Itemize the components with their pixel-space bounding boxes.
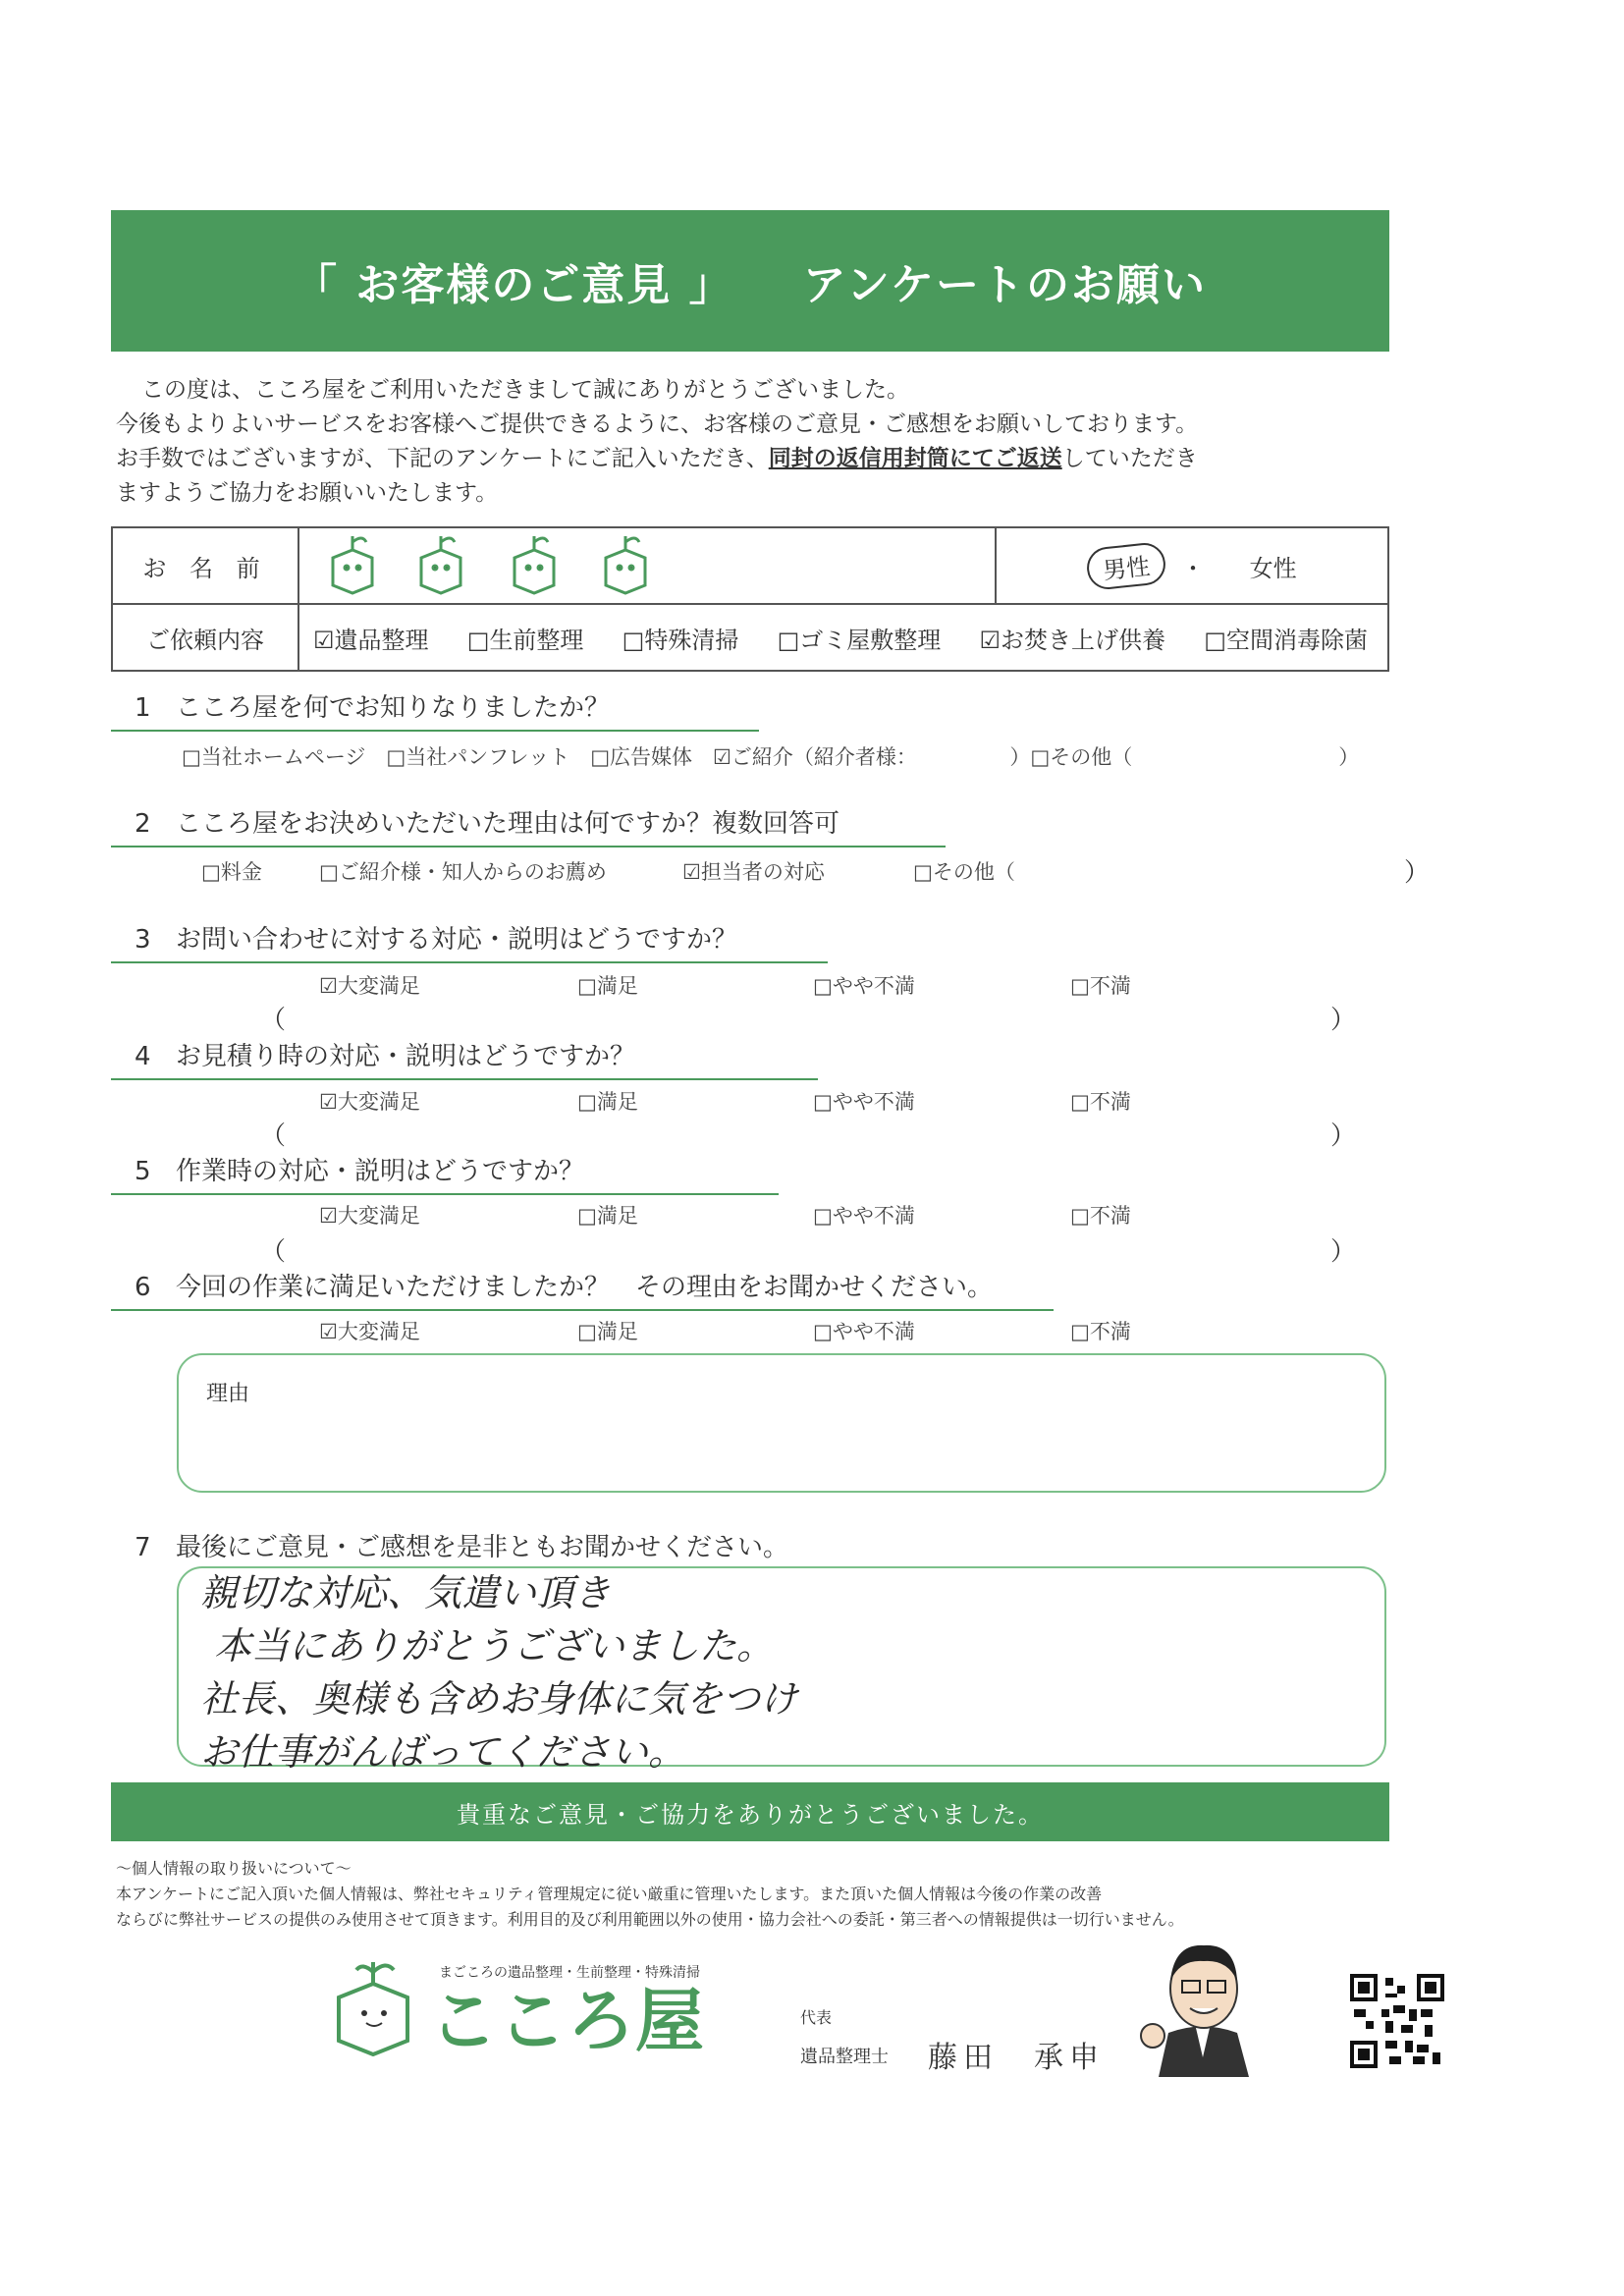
survey-title-right: アンケートのお願い — [802, 260, 1207, 310]
question-3-text: お問い合わせに対する対応・説明はどうですか？ — [176, 925, 738, 955]
intro-line-3: お手数ではございますが、下記のアンケートにご記入いただき、同封の返信用封筒にてご返送していただき — [116, 446, 1198, 471]
q4-option-unsatisfied[interactable]: □不満 — [1070, 1090, 1131, 1114]
q3-option-satisfied[interactable]: □満足 — [577, 974, 638, 998]
gender-male-option[interactable]: 男性 — [1085, 540, 1167, 590]
question-7-text: 最後にご意見・ご感想を是非ともお聞かせください。 — [176, 1533, 789, 1562]
q6-option-very-satisfied[interactable]: ☑大変満足 — [319, 1320, 420, 1343]
representative-portrait-icon — [1139, 1930, 1267, 2077]
mascot-stamps-icon — [313, 528, 686, 597]
thank-you-band: 貴重なご意見・ご協力をありがとうございました。 — [111, 1782, 1389, 1841]
return-envelope-note: 同封の返信用封筒にてご返送 — [768, 446, 1062, 471]
question-7: 7 最後にご意見・ご感想を是非ともお聞かせください。 — [135, 1533, 789, 1562]
company-tagline: まごころの遺品整理・生前整理・特殊清掃 — [439, 1965, 700, 1981]
privacy-notice — [116, 1856, 1392, 1933]
q3-option-very-satisfied[interactable]: ☑大変満足 — [319, 974, 420, 998]
question-2: 2 こころ屋をお決めいただいた理由は何ですか？複数回答可 — [111, 803, 946, 847]
request-option-shodoku[interactable]: □空間消毒除菌 — [1204, 626, 1368, 654]
question-3: 3 お問い合わせに対する対応・説明はどうですか？ — [111, 919, 828, 963]
q6-option-unsatisfied[interactable]: □不満 — [1070, 1320, 1131, 1343]
q6-reason-label: 理由 — [206, 1382, 250, 1406]
privacy-line-1: 本アンケートにご記入頂いた個人情報は、弊社セキュリティ管理規定に従い厳重に管理いたします。また頂いた個人情報は今後の作業の改善 — [116, 1885, 1103, 1903]
privacy-title: ～個人情報の取り扱いについて～ — [116, 1859, 352, 1878]
q6-reason-box[interactable] — [177, 1353, 1386, 1493]
rep-label: 代表 — [800, 2008, 833, 2027]
q4-option-slightly-unsatisfied[interactable]: □やや不満 — [813, 1090, 915, 1114]
question-1-text: こころ屋を何でお知りなりましたか？ — [176, 693, 611, 723]
q3-option-unsatisfied[interactable]: □不満 — [1070, 974, 1131, 998]
company-name: こころ屋 — [429, 1981, 704, 2061]
q3-option-slightly-unsatisfied[interactable]: □やや不満 — [813, 974, 915, 998]
q5-option-satisfied[interactable]: □満足 — [577, 1204, 638, 1228]
intro-text — [116, 373, 1392, 511]
q2-close-paren: ） — [1404, 858, 1431, 888]
question-2-text: こころ屋をお決めいただいた理由は何ですか？複数回答可 — [176, 809, 840, 839]
privacy-line-2: ならびに弊社サービスの提供のみ使用させて頂きます。利用目的及び利用範囲以外の使用・協力会社への委託・第三者への情報提供は一切行いません。 — [116, 1910, 1184, 1929]
question-6: 6 今回の作業に満足いただけましたか？ その理由をお聞かせください。 — [111, 1267, 1054, 1311]
question-4-text: お見積り時の対応・説明はどうですか？ — [176, 1042, 636, 1071]
question-1-options[interactable]: □当社ホームページ □当社パンフレット □広告媒体 ☑ご紹介（紹介者様： ）□その他（ ） — [182, 745, 1360, 769]
request-options — [298, 604, 1388, 671]
gender-female-option[interactable]: 女性 — [1249, 554, 1297, 582]
name-field[interactable] — [298, 527, 996, 604]
gender-field[interactable]: 男性 ・ 女性 — [996, 527, 1388, 604]
request-option-tokushu[interactable]: □特殊清掃 — [622, 626, 739, 654]
survey-title-band — [111, 210, 1389, 352]
q4-option-satisfied[interactable]: □満足 — [577, 1090, 638, 1114]
q4-close-paren: ） — [1330, 1121, 1357, 1151]
q2-option-price[interactable]: □料金 — [201, 860, 262, 884]
q5-open-paren: （ — [260, 1237, 287, 1267]
intro-line-2: 今後もよりよいサービスをお客様へご提供できるように、お客様のご意見・ご感想をお願いしております。 — [116, 411, 1199, 437]
q3-close-paren: ） — [1330, 1006, 1357, 1035]
intro-line-4: ますようご協力をお願いいたします。 — [116, 480, 499, 506]
request-option-seizen[interactable]: □生前整理 — [466, 626, 584, 654]
question-5: 5 作業時の対応・説明はどうですか？ — [111, 1151, 779, 1195]
name-label: お 名 前 — [112, 527, 298, 604]
q2-option-referral[interactable]: □ご紹介様・知人からのお薦め — [319, 860, 607, 884]
rep-title: 遺品整理士 — [800, 2047, 889, 2067]
mascot-logo-icon — [329, 1958, 417, 2056]
q5-close-paren: ） — [1330, 1237, 1357, 1267]
customer-info-table — [111, 526, 1389, 672]
question-5-text: 作業時の対応・説明はどうですか？ — [176, 1157, 585, 1186]
request-option-ihin[interactable]: ☑遺品整理 — [313, 626, 429, 654]
request-option-otakiage[interactable]: ☑お焚き上げ供養 — [979, 626, 1166, 654]
request-label: ご依頼内容 — [112, 604, 298, 671]
rep-name: 藤田 承申 — [928, 2041, 1105, 2075]
q6-option-slightly-unsatisfied[interactable]: □やや不満 — [813, 1320, 915, 1343]
q5-option-unsatisfied[interactable]: □不満 — [1070, 1204, 1131, 1228]
qr-code-icon — [1350, 1974, 1444, 2068]
q5-option-very-satisfied[interactable]: ☑大変満足 — [319, 1204, 420, 1228]
company-logo — [329, 1954, 741, 2062]
q5-option-slightly-unsatisfied[interactable]: □やや不満 — [813, 1204, 915, 1228]
q7-comment-box[interactable] — [177, 1566, 1386, 1774]
q6-option-satisfied[interactable]: □満足 — [577, 1320, 638, 1343]
question-6-text: 今回の作業に満足いただけましたか？ その理由をお聞かせください。 — [176, 1273, 994, 1302]
q4-open-paren: （ — [260, 1121, 287, 1151]
q3-open-paren: （ — [260, 1006, 287, 1035]
question-1: 1 こころ屋を何でお知りなりましたか？ — [111, 687, 759, 732]
q4-option-very-satisfied[interactable]: ☑大変満足 — [319, 1090, 420, 1114]
q7-handwritten-comment: 親切な対応、気遣い頂き 本当にありがとうございました。 社長、奥様も含めお身体に気をつけ お仕事がんばってください。 — [200, 1571, 798, 1774]
q2-option-staff[interactable]: ☑担当者の対応 — [682, 860, 825, 884]
intro-line-1: この度は、こころ屋をご利用いただきまして誠にありがとうございました。 — [141, 377, 909, 403]
question-4: 4 お見積り時の対応・説明はどうですか？ — [111, 1036, 818, 1080]
q2-option-other[interactable]: □その他（ — [913, 860, 1015, 884]
survey-title-left: 「 お客様のご意見 」 — [294, 260, 734, 310]
request-option-gomi[interactable]: □ゴミ屋敷整理 — [777, 626, 942, 654]
